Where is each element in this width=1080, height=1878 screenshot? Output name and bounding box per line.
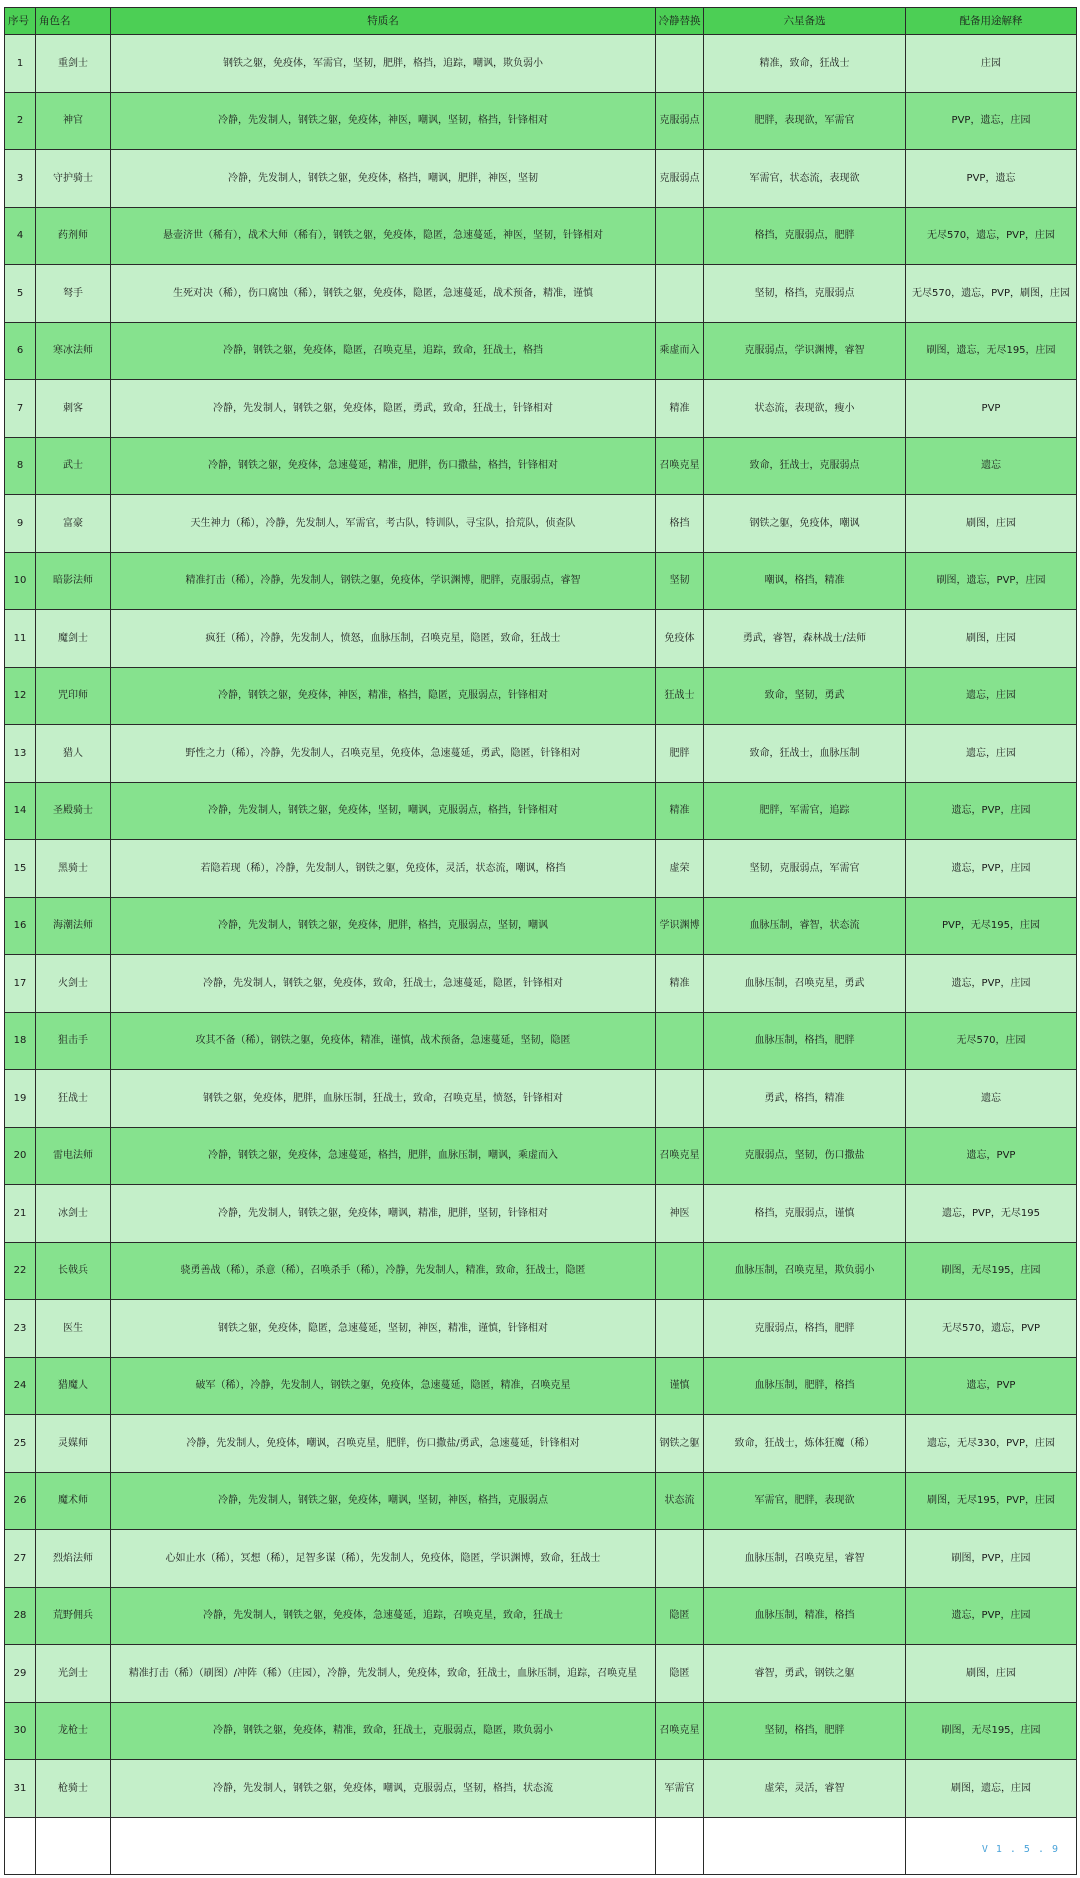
cell-six-star[interactable]: 血脉压制，肥胖，格挡	[704, 1357, 906, 1415]
cell-usage[interactable]: 遗忘，PVP，无尽195	[906, 1185, 1077, 1243]
cell-index[interactable]: 25	[5, 1415, 36, 1473]
cell-index[interactable]: 12	[5, 667, 36, 725]
cell-role[interactable]: 冰剑士	[36, 1185, 111, 1243]
cell-six-star[interactable]: 虚荣，灵活，睿智	[704, 1760, 906, 1818]
table-row	[5, 437, 1077, 495]
cell-index[interactable]: 18	[5, 1012, 36, 1070]
cell-traits[interactable]: 精准打击（稀）（刷图）/冲阵（稀）（庄园），冷静，先发制人，免疫体，致命，狂战士，血脉压制，追踪，召唤克星	[111, 1645, 656, 1703]
cell-traits[interactable]: 生死对决（稀），伤口腐蚀（稀），钢铁之躯，免疫体，隐匿，急速蔓延，战术预备，精准，谨慎	[111, 265, 656, 323]
cell-traits[interactable]: 天生神力（稀），冷静，先发制人，军需官，考古队，特训队，寻宝队，拾荒队，侦查队	[111, 495, 656, 553]
cell-six-star[interactable]: 血脉压制，睿智，状态流	[704, 897, 906, 955]
cell-index[interactable]: 6	[5, 322, 36, 380]
cell-usage[interactable]: 遗忘，无尽330，PVP，庄园	[906, 1415, 1077, 1473]
table-row	[5, 840, 1077, 898]
cell-usage[interactable]: 刷图，庄园	[906, 1645, 1077, 1703]
cell-role[interactable]: 荒野佣兵	[36, 1587, 111, 1645]
cell-index[interactable]: 10	[5, 552, 36, 610]
cell-six-star[interactable]: 血脉压制，格挡，肥胖	[704, 1012, 906, 1070]
version-label: V1.5.9	[906, 1817, 1077, 1874]
table-row	[5, 1645, 1077, 1703]
cell-calm-swap[interactable]	[656, 1242, 704, 1300]
cell-six-star[interactable]: 坚韧，格挡，克服弱点	[704, 265, 906, 323]
cell-index[interactable]: 19	[5, 1070, 36, 1128]
table-row	[5, 897, 1077, 955]
cell-six-star[interactable]: 嘲讽，格挡，精准	[704, 552, 906, 610]
table-row	[5, 322, 1077, 380]
cell-traits[interactable]: 冷静，先发制人，钢铁之躯，免疫体，格挡，嘲讽，肥胖，神医，坚韧	[111, 150, 656, 208]
cell-six-star[interactable]: 肥胖，军需官，追踪	[704, 782, 906, 840]
cell-six-star[interactable]: 睿智，勇武，钢铁之躯	[704, 1645, 906, 1703]
cell-calm-swap[interactable]: 坚韧	[656, 552, 704, 610]
cell-index[interactable]: 11	[5, 610, 36, 668]
cell-role[interactable]: 枪骑士	[36, 1760, 111, 1818]
cell-traits[interactable]: 疯狂（稀），冷静，先发制人，愤怒，血脉压制，召唤克星，隐匿，致命，狂战士	[111, 610, 656, 668]
cell-six-star[interactable]: 坚韧，格挡，肥胖	[704, 1702, 906, 1760]
cell-index[interactable]: 2	[5, 92, 36, 150]
cell-six-star[interactable]: 血脉压制，召唤克星，睿智	[704, 1530, 906, 1588]
cell-role[interactable]: 重剑士	[36, 35, 111, 93]
cell-traits[interactable]: 冷静，先发制人，钢铁之躯，免疫体，隐匿，勇武，致命，狂战士，针锋相对	[111, 380, 656, 438]
header-calm-swap[interactable]: 冷静替换	[656, 8, 704, 35]
cell-usage[interactable]: 刷图，庄园	[906, 495, 1077, 553]
cell-six-star[interactable]: 血脉压制，召唤克星，欺负弱小	[704, 1242, 906, 1300]
cell-index[interactable]: 9	[5, 495, 36, 553]
cell-calm-swap[interactable]	[656, 1530, 704, 1588]
cell-calm-swap[interactable]: 乘虚而入	[656, 322, 704, 380]
cell-role[interactable]: 暗影法师	[36, 552, 111, 610]
cell-usage[interactable]: 遗忘，PVP，庄园	[906, 1587, 1077, 1645]
cell-usage[interactable]: 刷图，PVP，庄园	[906, 1530, 1077, 1588]
cell-calm-swap[interactable]: 克服弱点	[656, 92, 704, 150]
cell-traits[interactable]: 骁勇善战（稀），杀意（稀），召唤杀手（稀），冷静，先发制人，精准，致命，狂战士，隐匿	[111, 1242, 656, 1300]
cell-index[interactable]: 29	[5, 1645, 36, 1703]
cell-role[interactable]: 狙击手	[36, 1012, 111, 1070]
cell-role[interactable]: 魔术师	[36, 1472, 111, 1530]
cell-calm-swap[interactable]: 虚荣	[656, 840, 704, 898]
cell-traits[interactable]: 冷静，钢铁之躯，免疫体，急速蔓延，格挡，肥胖，血脉压制，嘲讽，乘虚而入	[111, 1127, 656, 1185]
cell-usage[interactable]: 遗忘，PVP，庄园	[906, 782, 1077, 840]
cell-traits[interactable]: 钢铁之躯，免疫体，肥胖，血脉压制，狂战士，致命，召唤克星，愤怒，针锋相对	[111, 1070, 656, 1128]
cell-six-star[interactable]: 致命，狂战士，血脉压制	[704, 725, 906, 783]
cell-role[interactable]: 雷电法师	[36, 1127, 111, 1185]
cell-traits[interactable]: 冷静，先发制人，钢铁之躯，免疫体，神医，嘲讽，坚韧，格挡，针锋相对	[111, 92, 656, 150]
cell-calm-swap[interactable]	[656, 1300, 704, 1358]
cell-traits[interactable]: 冷静，先发制人，钢铁之躯，免疫体，嘲讽，坚韧，神医，格挡，克服弱点	[111, 1472, 656, 1530]
cell-role[interactable]: 烈焰法师	[36, 1530, 111, 1588]
cell-role[interactable]: 富豪	[36, 495, 111, 553]
cell-traits[interactable]: 冷静，先发制人，钢铁之躯，免疫体，致命，狂战士，急速蔓延，隐匿，针锋相对	[111, 955, 656, 1013]
cell-role[interactable]: 火剑士	[36, 955, 111, 1013]
cell-role[interactable]: 猎人	[36, 725, 111, 783]
cell-six-star[interactable]: 致命，坚韧，勇武	[704, 667, 906, 725]
cell-traits[interactable]: 精准打击（稀），冷静，先发制人，钢铁之躯，免疫体，学识渊博，肥胖，克服弱点，睿智	[111, 552, 656, 610]
cell-index[interactable]: 5	[5, 265, 36, 323]
cell-role[interactable]: 武士	[36, 437, 111, 495]
cell-traits[interactable]: 冷静，钢铁之躯，免疫体，急速蔓延，精准，肥胖，伤口撒盐，格挡，针锋相对	[111, 437, 656, 495]
cell-index[interactable]: 16	[5, 897, 36, 955]
table-row	[5, 1185, 1077, 1243]
cell-index[interactable]: 30	[5, 1702, 36, 1760]
cell-role[interactable]: 狂战士	[36, 1070, 111, 1128]
spreadsheet	[4, 7, 1076, 1875]
cell-six-star[interactable]: 精准，致命，狂战士	[704, 35, 906, 93]
cell-traits[interactable]: 冷静，先发制人，钢铁之躯，免疫体，嘲讽，精准，肥胖，坚韧，针锋相对	[111, 1185, 656, 1243]
cell-index[interactable]: 7	[5, 380, 36, 438]
cell-index[interactable]: 15	[5, 840, 36, 898]
table-row	[5, 1127, 1077, 1185]
cell-usage[interactable]: 无尽570，庄园	[906, 1012, 1077, 1070]
empty-cell[interactable]	[704, 1817, 906, 1874]
cell-calm-swap[interactable]: 钢铁之躯	[656, 1415, 704, 1473]
cell-usage[interactable]: 无尽570，遗忘，PVP，刷图，庄园	[906, 265, 1077, 323]
table-row	[5, 380, 1077, 438]
cell-calm-swap[interactable]: 精准	[656, 782, 704, 840]
cell-usage[interactable]: 遗忘，PVP	[906, 1127, 1077, 1185]
header-usage[interactable]: 配备用途解释	[906, 8, 1077, 35]
cell-six-star[interactable]: 勇武，格挡，精准	[704, 1070, 906, 1128]
cell-six-star[interactable]: 克服弱点，格挡，肥胖	[704, 1300, 906, 1358]
cell-calm-swap[interactable]: 肥胖	[656, 725, 704, 783]
cell-calm-swap[interactable]: 神医	[656, 1185, 704, 1243]
cell-calm-swap[interactable]: 格挡	[656, 495, 704, 553]
cell-role[interactable]: 寒冰法师	[36, 322, 111, 380]
cell-calm-swap[interactable]: 召唤克星	[656, 1127, 704, 1185]
cell-six-star[interactable]: 克服弱点，学识渊博，睿智	[704, 322, 906, 380]
empty-cell[interactable]	[111, 1817, 656, 1874]
cell-index[interactable]: 21	[5, 1185, 36, 1243]
cell-role[interactable]: 咒印师	[36, 667, 111, 725]
cell-calm-swap[interactable]: 精准	[656, 380, 704, 438]
cell-role[interactable]: 海潮法师	[36, 897, 111, 955]
cell-six-star[interactable]: 血脉压制，精准，格挡	[704, 1587, 906, 1645]
cell-usage[interactable]: PVP	[906, 380, 1077, 438]
table-row	[5, 1472, 1077, 1530]
cell-role[interactable]: 刺客	[36, 380, 111, 438]
cell-calm-swap[interactable]	[656, 35, 704, 93]
table-row	[5, 667, 1077, 725]
cell-traits[interactable]: 若隐若现（稀），冷静，先发制人，钢铁之躯，免疫体，灵活，状态流，嘲讽，格挡	[111, 840, 656, 898]
cell-index[interactable]: 22	[5, 1242, 36, 1300]
cell-role[interactable]: 神官	[36, 92, 111, 150]
cell-index[interactable]: 3	[5, 150, 36, 208]
cell-usage[interactable]: 无尽570，遗忘，PVP	[906, 1300, 1077, 1358]
cell-six-star[interactable]: 格挡，克服弱点，肥胖	[704, 207, 906, 265]
cell-traits[interactable]: 冷静，先发制人，钢铁之躯，免疫体，急速蔓延，追踪，召唤克星，致命，狂战士	[111, 1587, 656, 1645]
cell-usage[interactable]: 遗忘，PVP，庄园	[906, 955, 1077, 1013]
cell-role[interactable]: 龙枪士	[36, 1702, 111, 1760]
cell-traits[interactable]: 心如止水（稀），冥想（稀），足智多谋（稀），先发制人，免疫体，隐匿，学识渊博，致命，狂战士	[111, 1530, 656, 1588]
table-row	[5, 1012, 1077, 1070]
cell-usage[interactable]: 刷图，庄园	[906, 610, 1077, 668]
cell-six-star[interactable]: 军需官，肥胖，表现欲	[704, 1472, 906, 1530]
cell-traits[interactable]: 钢铁之躯，免疫体，军需官，坚韧，肥胖，格挡，追踪，嘲讽，欺负弱小	[111, 35, 656, 93]
cell-usage[interactable]: 遗忘，PVP	[906, 1357, 1077, 1415]
table-row	[5, 1300, 1077, 1358]
cell-usage[interactable]: 刷图，遗忘，PVP，庄园	[906, 552, 1077, 610]
cell-index[interactable]: 26	[5, 1472, 36, 1530]
table-row	[5, 1415, 1077, 1473]
cell-traits[interactable]: 冷静，先发制人，钢铁之躯，免疫体，嘲讽，克服弱点，坚韧，格挡，状态流	[111, 1760, 656, 1818]
cell-index[interactable]: 8	[5, 437, 36, 495]
cell-traits[interactable]: 冷静，先发制人，免疫体，嘲讽，召唤克星，肥胖，伤口撒盐/勇武，急速蔓延，针锋相对	[111, 1415, 656, 1473]
cell-six-star[interactable]: 致命，狂战士，克服弱点	[704, 437, 906, 495]
header-traits[interactable]: 特质名	[111, 8, 656, 35]
cell-traits[interactable]: 钢铁之躯，免疫体，隐匿，急速蔓延，坚韧，神医，精准，谨慎，针锋相对	[111, 1300, 656, 1358]
cell-usage[interactable]: PVP，遗忘，庄园	[906, 92, 1077, 150]
cell-index[interactable]: 17	[5, 955, 36, 1013]
cell-index[interactable]: 27	[5, 1530, 36, 1588]
header-role[interactable]: 角色名	[36, 8, 111, 35]
cell-traits[interactable]: 攻其不备（稀），钢铁之躯，免疫体，精准，谨慎，战术预备，急速蔓延，坚韧，隐匿	[111, 1012, 656, 1070]
cell-traits[interactable]: 冷静，先发制人，钢铁之躯，免疫体，坚韧，嘲讽，克服弱点，格挡，针锋相对	[111, 782, 656, 840]
table-row	[5, 495, 1077, 553]
cell-calm-swap[interactable]: 状态流	[656, 1472, 704, 1530]
table-row	[5, 725, 1077, 783]
cell-calm-swap[interactable]: 精准	[656, 955, 704, 1013]
cell-six-star[interactable]: 肥胖，表现欲，军需官	[704, 92, 906, 150]
cell-traits[interactable]: 冷静，先发制人，钢铁之躯，免疫体，肥胖，格挡，克服弱点，坚韧，嘲讽	[111, 897, 656, 955]
cell-role[interactable]: 魔剑士	[36, 610, 111, 668]
table-row	[5, 1070, 1077, 1128]
cell-usage[interactable]: 刷图，无尽195，庄园	[906, 1702, 1077, 1760]
cell-role[interactable]: 长戟兵	[36, 1242, 111, 1300]
empty-cell[interactable]	[36, 1817, 111, 1874]
cell-role[interactable]: 光剑士	[36, 1645, 111, 1703]
table-row	[5, 150, 1077, 208]
cell-usage[interactable]: 刷图，无尽195，PVP，庄园	[906, 1472, 1077, 1530]
table-row	[5, 782, 1077, 840]
cell-usage[interactable]: 遗忘，庄园	[906, 725, 1077, 783]
cell-index[interactable]: 31	[5, 1760, 36, 1818]
table-row	[5, 552, 1077, 610]
header-six-star[interactable]: 六星备选	[704, 8, 906, 35]
cell-usage[interactable]: 遗忘，庄园	[906, 667, 1077, 725]
cell-index[interactable]: 28	[5, 1587, 36, 1645]
cell-role[interactable]: 弩手	[36, 265, 111, 323]
cell-calm-swap[interactable]: 军需官	[656, 1760, 704, 1818]
cell-index[interactable]: 14	[5, 782, 36, 840]
cell-six-star[interactable]: 军需官，状态流，表现欲	[704, 150, 906, 208]
cell-role[interactable]: 圣殿骑士	[36, 782, 111, 840]
cell-usage[interactable]: PVP，遗忘	[906, 150, 1077, 208]
table-row	[5, 265, 1077, 323]
cell-calm-swap[interactable]	[656, 1070, 704, 1128]
cell-traits[interactable]: 破军（稀），冷静，先发制人，钢铁之躯，免疫体，急速蔓延，隐匿，精准，召唤克星	[111, 1357, 656, 1415]
table-row	[5, 610, 1077, 668]
cell-calm-swap[interactable]	[656, 1012, 704, 1070]
table-row	[5, 1587, 1077, 1645]
table-row	[5, 207, 1077, 265]
header-index[interactable]: 序号	[5, 8, 36, 35]
table-row	[5, 1530, 1077, 1588]
cell-calm-swap[interactable]	[656, 207, 704, 265]
cell-six-star[interactable]: 钢铁之躯，免疫体，嘲讽	[704, 495, 906, 553]
cell-calm-swap[interactable]: 隐匿	[656, 1587, 704, 1645]
cell-traits[interactable]: 野性之力（稀），冷静，先发制人，召唤克星，免疫体，急速蔓延，勇武，隐匿，针锋相对	[111, 725, 656, 783]
cell-usage[interactable]: 遗忘	[906, 437, 1077, 495]
table-row	[5, 955, 1077, 1013]
cell-six-star[interactable]: 致命，狂战士，炼体狂魔（稀）	[704, 1415, 906, 1473]
cell-traits[interactable]: 冷静，钢铁之躯，免疫体，精准，致命，狂战士，克服弱点，隐匿，欺负弱小	[111, 1702, 656, 1760]
cell-usage[interactable]: 无尽570，遗忘，PVP，庄园	[906, 207, 1077, 265]
cell-six-star[interactable]: 勇武，睿智，森林战士/法师	[704, 610, 906, 668]
cell-usage[interactable]: 刷图，遗忘，庄园	[906, 1760, 1077, 1818]
cell-calm-swap[interactable]: 免疫体	[656, 610, 704, 668]
cell-index[interactable]: 4	[5, 207, 36, 265]
cell-role[interactable]: 药剂师	[36, 207, 111, 265]
cell-usage[interactable]: 刷图，无尽195，庄园	[906, 1242, 1077, 1300]
cell-usage[interactable]: 遗忘	[906, 1070, 1077, 1128]
cell-six-star[interactable]: 克服弱点，坚韧，伤口撒盐	[704, 1127, 906, 1185]
table-row	[5, 92, 1077, 150]
cell-calm-swap[interactable]: 召唤克星	[656, 1702, 704, 1760]
table-row	[5, 1357, 1077, 1415]
cell-calm-swap[interactable]	[656, 265, 704, 323]
cell-six-star[interactable]: 坚韧，克服弱点，军需官	[704, 840, 906, 898]
table-row	[5, 1760, 1077, 1818]
footer-row	[5, 1817, 1077, 1874]
cell-usage[interactable]: 刷图，遗忘，无尽195，庄园	[906, 322, 1077, 380]
table-row	[5, 1702, 1077, 1760]
table-row	[5, 1242, 1077, 1300]
cell-calm-swap[interactable]: 谨慎	[656, 1357, 704, 1415]
cell-role[interactable]: 猎魔人	[36, 1357, 111, 1415]
cell-usage[interactable]: PVP，无尽195，庄园	[906, 897, 1077, 955]
table-body	[5, 8, 1077, 1875]
cell-traits[interactable]: 冷静，钢铁之躯，免疫体，隐匿，召唤克星，追踪，致命，狂战士，格挡	[111, 322, 656, 380]
trait-table	[4, 7, 1077, 1875]
cell-traits[interactable]: 悬壶济世（稀有），战术大师（稀有），钢铁之躯，免疫体，隐匿，急速蔓延，神医，坚韧，针锋相对	[111, 207, 656, 265]
cell-usage[interactable]: 庄园	[906, 35, 1077, 93]
cell-role[interactable]: 黑骑士	[36, 840, 111, 898]
empty-cell[interactable]	[656, 1817, 704, 1874]
cell-index[interactable]: 20	[5, 1127, 36, 1185]
cell-traits[interactable]: 冷静，钢铁之躯，免疫体，神医，精准，格挡，隐匿，克服弱点，针锋相对	[111, 667, 656, 725]
cell-index[interactable]: 23	[5, 1300, 36, 1358]
cell-calm-swap[interactable]: 狂战士	[656, 667, 704, 725]
cell-index[interactable]: 24	[5, 1357, 36, 1415]
cell-role[interactable]: 守护骑士	[36, 150, 111, 208]
cell-six-star[interactable]: 血脉压制，召唤克星，勇武	[704, 955, 906, 1013]
empty-cell[interactable]	[5, 1817, 36, 1874]
cell-usage[interactable]: 遗忘，PVP，庄园	[906, 840, 1077, 898]
cell-calm-swap[interactable]: 学识渊博	[656, 897, 704, 955]
cell-six-star[interactable]: 格挡，克服弱点，谨慎	[704, 1185, 906, 1243]
cell-calm-swap[interactable]: 克服弱点	[656, 150, 704, 208]
cell-index[interactable]: 1	[5, 35, 36, 93]
cell-calm-swap[interactable]: 召唤克星	[656, 437, 704, 495]
cell-calm-swap[interactable]: 隐匿	[656, 1645, 704, 1703]
table-row	[5, 35, 1077, 93]
header-row	[5, 8, 1077, 35]
cell-index[interactable]: 13	[5, 725, 36, 783]
cell-role[interactable]: 灵媒师	[36, 1415, 111, 1473]
cell-role[interactable]: 医生	[36, 1300, 111, 1358]
cell-six-star[interactable]: 状态流，表现欲，瘦小	[704, 380, 906, 438]
